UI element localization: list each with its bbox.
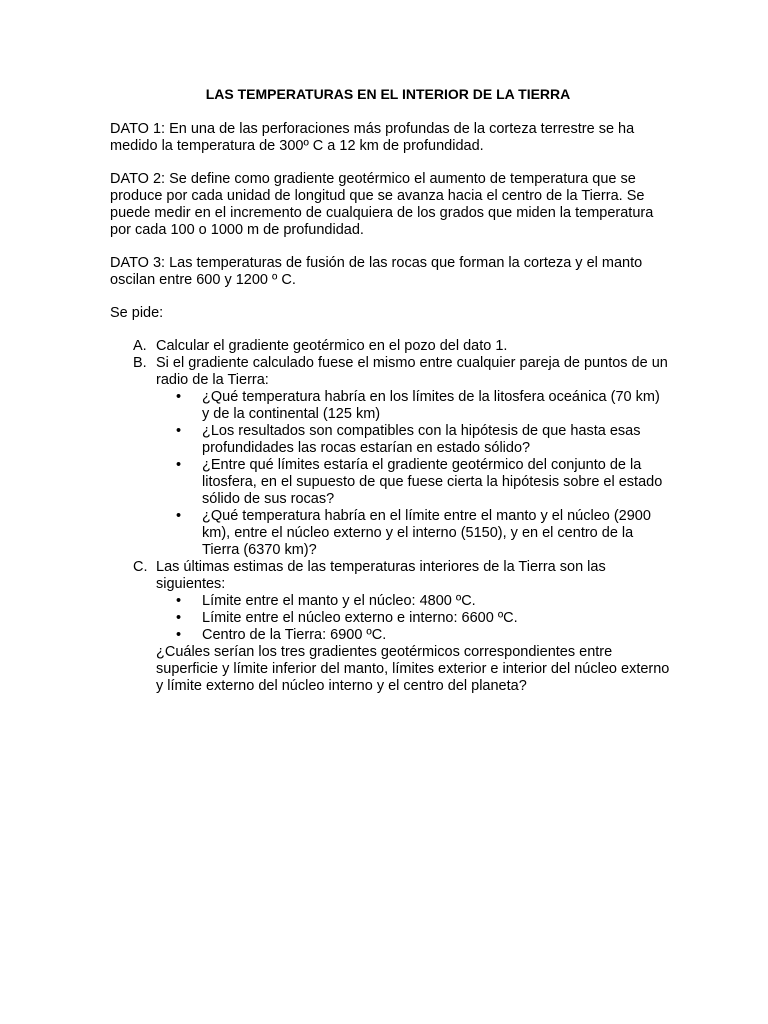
bullet-icon: •: [176, 389, 182, 405]
list-item: [156, 508, 670, 559]
bullet-text: ¿Qué temperatura habría en el límite entre el manto y el núcleo (2900 km), entre el núcleo externo y el interno (5150), y en el centro de la Tierra (6370 km)?: [202, 508, 651, 558]
se-pide-heading: Se pide:: [110, 305, 164, 321]
task-c-bullets: [156, 593, 670, 644]
list-item: [156, 627, 670, 644]
bullet-text: ¿Entre qué límites estaría el gradiente geotérmico del conjunto de la litosfera, en el supuesto de que fuese cierta la hipótesis sobre el estado sólido de sus rocas?: [202, 457, 663, 507]
task-list: [110, 338, 670, 695]
bullet-icon: •: [176, 610, 182, 626]
task-b-text: Si el gradiente calculado fuese el mismo entre cualquier pareja de puntos de un radio de la Tierra:: [156, 355, 668, 388]
task-a: [110, 338, 670, 355]
list-item: [156, 423, 670, 457]
bullet-icon: •: [176, 627, 182, 643]
task-b: [110, 355, 670, 559]
list-item: [156, 610, 670, 627]
bullet-icon: •: [176, 508, 182, 524]
list-item: [156, 389, 670, 423]
task-a-letter: A.: [133, 338, 147, 354]
list-item: [156, 593, 670, 610]
document-page: [110, 86, 670, 695]
task-c-text: Las últimas estimas de las temperaturas interiores de la Tierra son las siguientes:: [156, 559, 606, 592]
dato-1: DATO 1: En una de las perforaciones más profundas de la corteza terrestre se ha medido la temperatura de 300º C a 12 km de profundidad.: [110, 121, 635, 154]
bullet-text: Centro de la Tierra: 6900 ºC.: [202, 627, 387, 643]
task-b-letter: B.: [133, 355, 147, 371]
list-item: [156, 457, 670, 508]
task-c: [110, 559, 670, 695]
document-title: LAS TEMPERATURAS EN EL INTERIOR DE LA TIERRA: [205, 86, 571, 102]
bullet-icon: •: [176, 457, 182, 473]
dato-2: DATO 2: Se define como gradiente geotérmico el aumento de temperatura que se produce por cada unidad de longitud que se avanza hacia el centro de la Tierra. Se puede medir en el incremento de cualquiera de los grados que miden la temperatura por cada 100 o 1000 m de profundidad.: [110, 171, 654, 238]
task-a-text: Calcular el gradiente geotérmico en el pozo del dato 1.: [156, 338, 508, 354]
task-b-bullets: [156, 389, 670, 559]
dato-3: DATO 3: Las temperaturas de fusión de las rocas que forman la corteza y el manto oscilan entre 600 y 1200 º C.: [110, 255, 643, 288]
task-c-letter: C.: [133, 559, 148, 575]
bullet-text: Límite entre el núcleo externo e interno: 6600 ºC.: [202, 610, 518, 626]
bullet-icon: •: [176, 593, 182, 609]
bullet-text: ¿Los resultados son compatibles con la hipótesis de que hasta esas profundidades las rocas estarían en estado sólido?: [202, 423, 641, 456]
bullet-icon: •: [176, 423, 182, 439]
task-c-question: ¿Cuáles serían los tres gradientes geotérmicos correspondientes entre superficie y límite inferior del manto, límites exterior e interior del núcleo externo y límite externo del núcleo interno y el centro del planeta?: [156, 644, 670, 694]
bullet-text: ¿Qué temperatura habría en los límites de la litosfera oceánica (70 km) y de la continental (125 km): [202, 389, 660, 422]
bullet-text: Límite entre el manto y el núcleo: 4800 ºC.: [202, 593, 476, 609]
